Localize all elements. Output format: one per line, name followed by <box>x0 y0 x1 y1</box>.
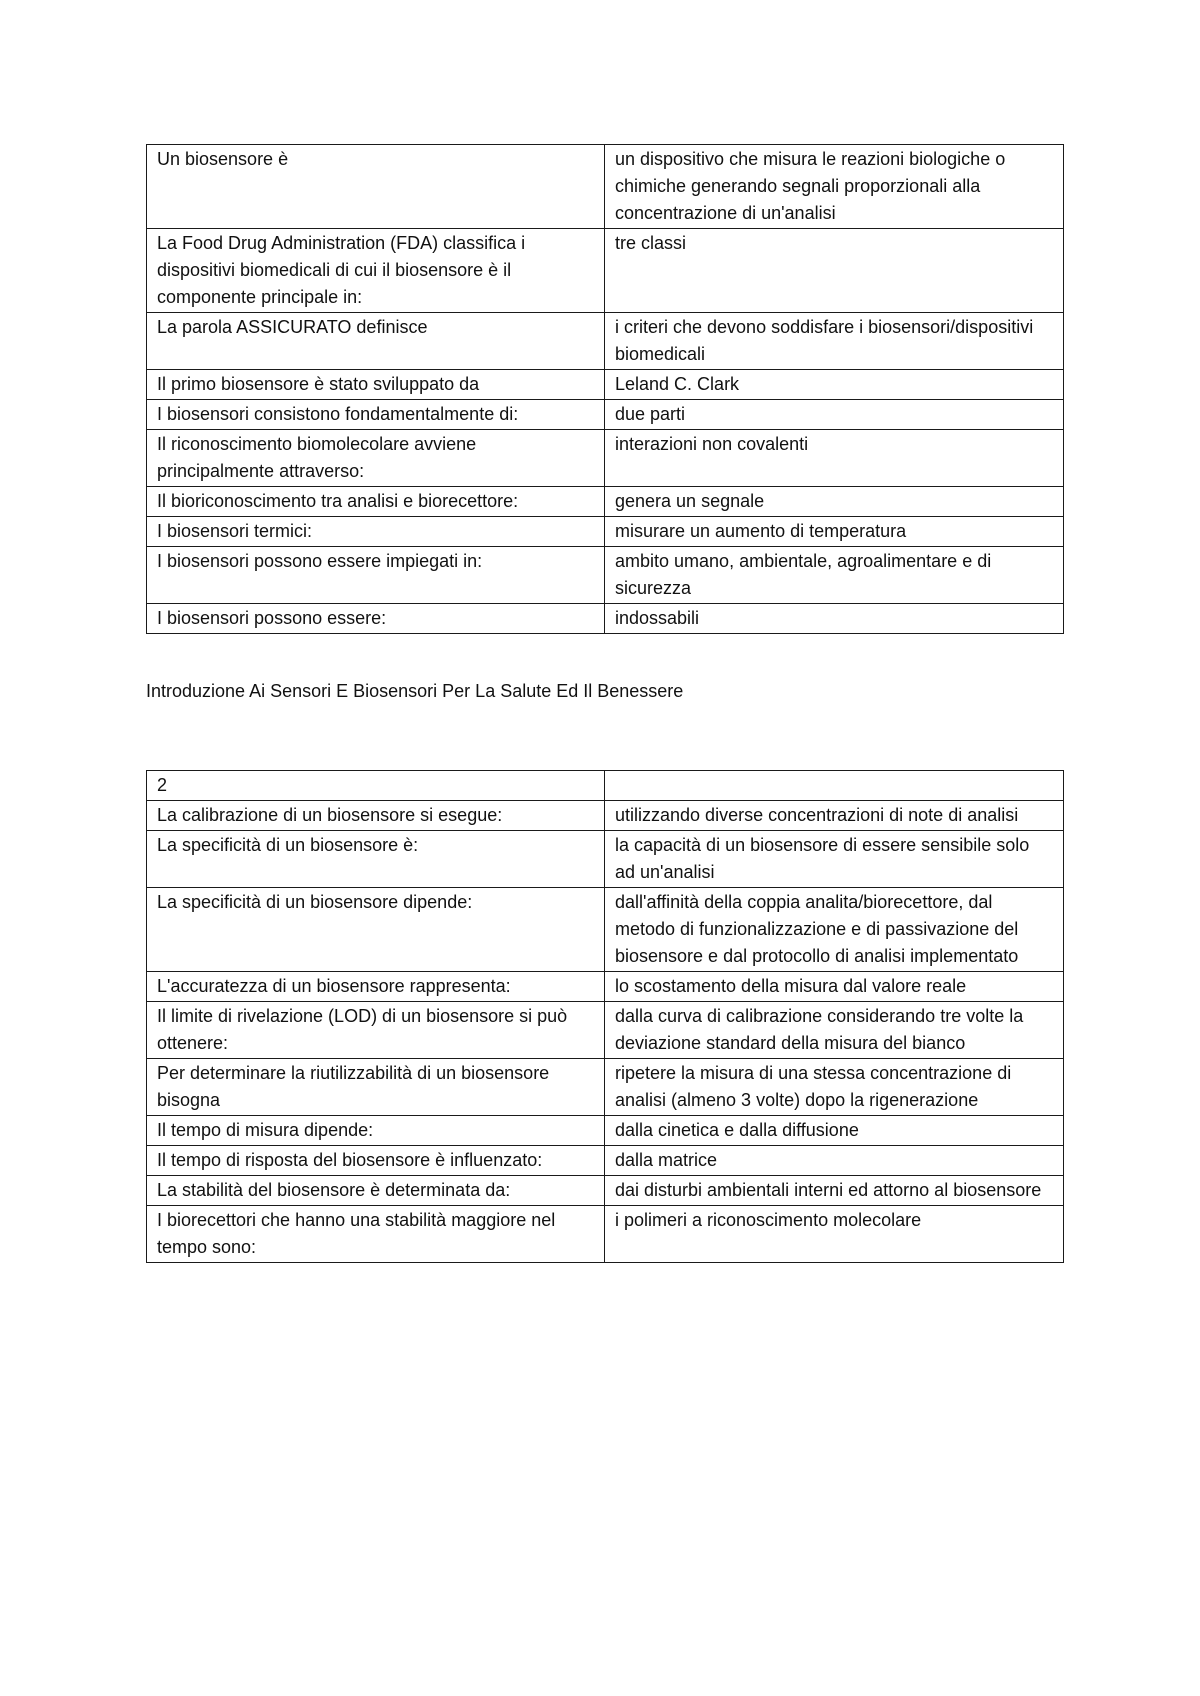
answer-cell: ripetere la misura di una stessa concentrazione di analisi (almeno 3 volte) dopo la rigenerazione <box>605 1059 1064 1116</box>
question-cell: Il limite di rivelazione (LOD) di un biosensore si può ottenere: <box>147 1002 605 1059</box>
question-cell: I biosensori possono essere impiegati in: <box>147 547 605 604</box>
answer-cell: interazioni non covalenti <box>605 430 1064 487</box>
table-row <box>147 1116 1064 1146</box>
question-cell: Un biosensore è <box>147 145 605 229</box>
question-cell: I biorecettori che hanno una stabilità maggiore nel tempo sono: <box>147 1206 605 1263</box>
question-cell: Il primo biosensore è stato sviluppato da <box>147 370 605 400</box>
answer-cell: dall'affinità della coppia analita/biorecettore, dal metodo di funzionalizzazione e di passivazione del biosensore e dal protocollo di analisi implementato <box>605 888 1064 972</box>
answer-cell: misurare un aumento di temperatura <box>605 517 1064 547</box>
table-row <box>147 430 1064 487</box>
table-row <box>147 1002 1064 1059</box>
question-cell: Il riconoscimento biomolecolare avviene principalmente attraverso: <box>147 430 605 487</box>
answer-cell: Leland C. Clark <box>605 370 1064 400</box>
table-row <box>147 1176 1064 1206</box>
answer-cell: un dispositivo che misura le reazioni biologiche o chimiche generando segnali proporzionali alla concentrazione di un'analisi <box>605 145 1064 229</box>
empty-cell <box>605 771 1064 801</box>
table-row <box>147 313 1064 370</box>
answer-cell: dai disturbi ambientali interni ed attorno al biosensore <box>605 1176 1064 1206</box>
table-row <box>147 831 1064 888</box>
table-row <box>147 888 1064 972</box>
answer-cell: i polimeri a riconoscimento molecolare <box>605 1206 1064 1263</box>
answer-cell: dalla cinetica e dalla diffusione <box>605 1116 1064 1146</box>
answer-cell: la capacità di un biosensore di essere sensibile solo ad un'analisi <box>605 831 1064 888</box>
table-row <box>147 517 1064 547</box>
answer-cell: dalla matrice <box>605 1146 1064 1176</box>
question-cell: La stabilità del biosensore è determinata da: <box>147 1176 605 1206</box>
table-row <box>147 604 1064 634</box>
answer-cell: indossabili <box>605 604 1064 634</box>
answer-cell: genera un segnale <box>605 487 1064 517</box>
answer-cell: tre classi <box>605 229 1064 313</box>
qa-table-2 <box>146 770 1064 1263</box>
table-row <box>147 229 1064 313</box>
table-row <box>147 487 1064 517</box>
question-cell: Il tempo di risposta del biosensore è influenzato: <box>147 1146 605 1176</box>
question-cell: I biosensori possono essere: <box>147 604 605 634</box>
section-title: Introduzione Ai Sensori E Biosensori Per La Salute Ed Il Benessere <box>146 681 684 701</box>
question-cell: La calibrazione di un biosensore si esegue: <box>147 801 605 831</box>
answer-cell: lo scostamento della misura dal valore reale <box>605 972 1064 1002</box>
table-number-cell: 2 <box>147 771 605 801</box>
table-row <box>147 972 1064 1002</box>
answer-cell: due parti <box>605 400 1064 430</box>
question-cell: L'accuratezza di un biosensore rappresenta: <box>147 972 605 1002</box>
answer-cell: i criteri che devono soddisfare i biosensori/dispositivi biomedicali <box>605 313 1064 370</box>
qa-table-1 <box>146 144 1064 634</box>
answer-cell: dalla curva di calibrazione considerando tre volte la deviazione standard della misura del bianco <box>605 1002 1064 1059</box>
answer-cell: utilizzando diverse concentrazioni di note di analisi <box>605 801 1064 831</box>
table-row <box>147 1146 1064 1176</box>
question-cell: La Food Drug Administration (FDA) classifica i dispositivi biomedicali di cui il biosensore è il componente principale in: <box>147 229 605 313</box>
question-cell: Il bioriconoscimento tra analisi e biorecettore: <box>147 487 605 517</box>
answer-cell: ambito umano, ambientale, agroalimentare e di sicurezza <box>605 547 1064 604</box>
question-cell: Il tempo di misura dipende: <box>147 1116 605 1146</box>
question-cell: I biosensori consistono fondamentalmente di: <box>147 400 605 430</box>
question-cell: I biosensori termici: <box>147 517 605 547</box>
table-row <box>147 1206 1064 1263</box>
table-row <box>147 400 1064 430</box>
question-cell: La specificità di un biosensore è: <box>147 831 605 888</box>
table-row <box>147 1059 1064 1116</box>
table-row <box>147 547 1064 604</box>
table-row <box>147 370 1064 400</box>
table-row <box>147 801 1064 831</box>
question-cell: La parola ASSICURATO definisce <box>147 313 605 370</box>
table-row <box>147 145 1064 229</box>
table-header-row <box>147 771 1064 801</box>
question-cell: La specificità di un biosensore dipende: <box>147 888 605 972</box>
question-cell: Per determinare la riutilizzabilità di un biosensore bisogna <box>147 1059 605 1116</box>
